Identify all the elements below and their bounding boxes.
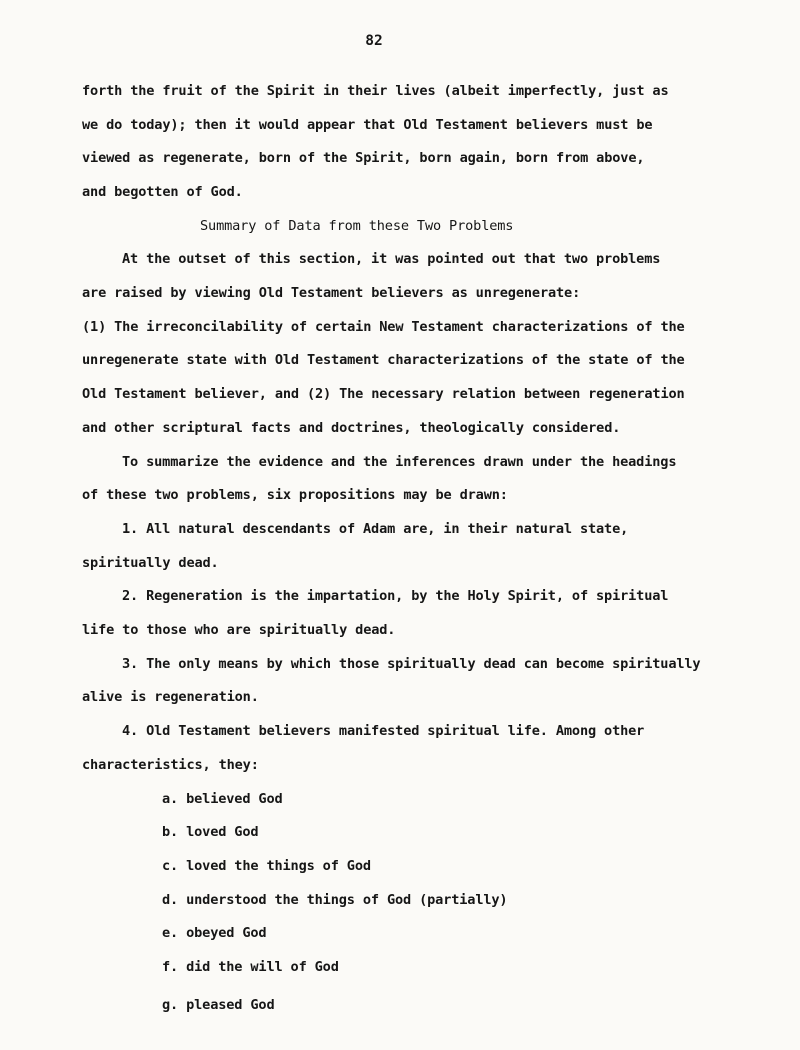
characteristic-item: b. loved God: [162, 824, 259, 840]
proposition-line: 4. Old Testament believers manifested spiritual life. Among other: [122, 723, 645, 739]
characteristic-item: c. loved the things of God: [162, 858, 371, 874]
characteristic-item: g. pleased God: [162, 997, 275, 1013]
characteristic-item: e. obeyed God: [162, 925, 267, 941]
characteristic-item: d. understood the things of God (partially): [162, 892, 508, 908]
text-line: of these two problems, six propositions may be drawn:: [82, 487, 508, 503]
text-line: At the outset of this section, it was pointed out that two problems: [122, 251, 661, 267]
proposition-line: life to those who are spiritually dead.: [82, 622, 396, 638]
proposition-line: 3. The only means by which those spiritually dead can become spiritually: [122, 656, 701, 672]
text-line: viewed as regenerate, born of the Spirit, born again, born from above,: [82, 150, 645, 166]
proposition-line: spiritually dead.: [82, 555, 219, 571]
text-line: and begotten of God.: [82, 184, 243, 200]
proposition-line: alive is regeneration.: [82, 689, 259, 705]
section-heading: Summary of Data from these Two Problems: [200, 218, 514, 234]
text-line: Old Testament believer, and (2) The necessary relation between regeneration: [82, 386, 685, 402]
text-line: and other scriptural facts and doctrines, theologically considered.: [82, 420, 621, 436]
text-line: (1) The irreconcilability of certain New Testament characterizations of the: [82, 319, 685, 335]
proposition-line: 1. All natural descendants of Adam are, in their natural state,: [122, 521, 629, 537]
proposition-line: 2. Regeneration is the impartation, by the Holy Spirit, of spiritual: [122, 588, 669, 604]
page-number: 82: [365, 33, 383, 49]
text-line: we do today); then it would appear that Old Testament believers must be: [82, 117, 653, 133]
proposition-line: characteristics, they:: [82, 757, 259, 773]
text-line: forth the fruit of the Spirit in their lives (albeit imperfectly, just as: [82, 83, 669, 99]
characteristic-item: f. did the will of God: [162, 959, 339, 975]
text-line: To summarize the evidence and the inferences drawn under the headings: [122, 454, 677, 470]
text-line: are raised by viewing Old Testament believers as unregenerate:: [82, 285, 581, 301]
text-line: unregenerate state with Old Testament characterizations of the state of the: [82, 352, 685, 368]
characteristic-item: a. believed God: [162, 791, 283, 807]
